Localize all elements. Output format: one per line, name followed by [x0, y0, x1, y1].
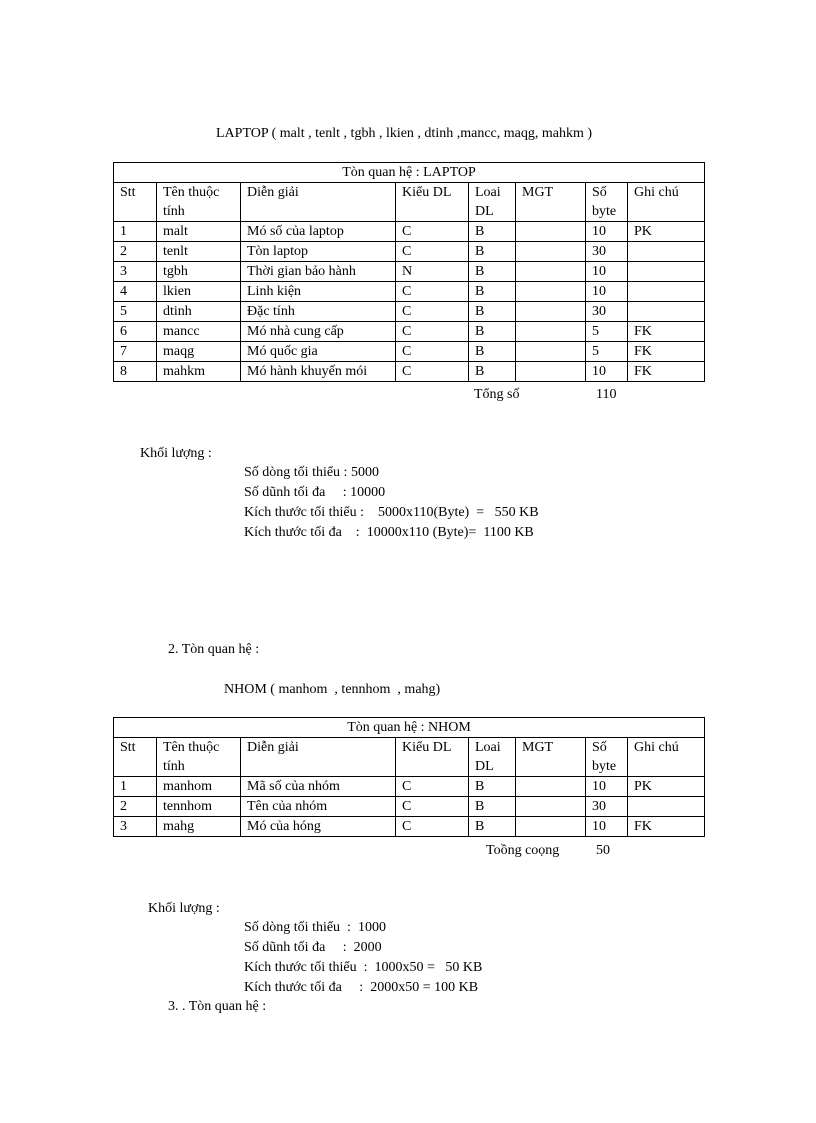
table-cell: 6 — [114, 322, 157, 342]
nhom-max-rows: Số dũnh tối đa : 2000 — [244, 940, 382, 955]
table-cell: 10 — [586, 262, 628, 282]
table-cell: 5 — [586, 342, 628, 362]
laptop-schema: LAPTOP ( malt , tenlt , tgbh , lkien , dtinh ,mancc, maqg, mahkm ) — [216, 126, 593, 141]
table-cell: 5 — [114, 302, 157, 322]
table-cell: 7 — [114, 342, 157, 362]
table-title-row — [114, 163, 705, 183]
table-cell: FK — [628, 362, 705, 382]
table-cell: lkien — [157, 282, 241, 302]
table-cell — [516, 342, 586, 362]
table-cell: Tòn laptop — [241, 242, 396, 262]
table-cell: Linh kiện — [241, 282, 396, 302]
table-cell: 10 — [586, 282, 628, 302]
table-cell: C — [396, 797, 469, 817]
header-ten-thuoc-tinh: Tên thuộc tính — [157, 738, 241, 777]
table-row — [114, 797, 705, 817]
table-row — [114, 222, 705, 242]
header-so-byte: Số byte — [586, 183, 628, 222]
table-cell: FK — [628, 342, 705, 362]
laptop-min-rows: Số dòng tối thiểu : 5000 — [244, 465, 379, 480]
table-cell: Mã số của nhóm — [241, 777, 396, 797]
table-header-row — [114, 738, 705, 777]
table-cell: 10 — [586, 362, 628, 382]
table-cell — [516, 817, 586, 837]
table-cell: 3 — [114, 817, 157, 837]
table-row — [114, 777, 705, 797]
header-dien-giai: Diễn giải — [241, 183, 396, 222]
table-cell — [516, 222, 586, 242]
header-stt: Stt — [114, 738, 157, 777]
nhom-min-rows: Số dòng tối thiểu : 1000 — [244, 920, 386, 935]
header-ghi-chu: Ghi chú — [628, 183, 705, 222]
table-cell: 8 — [114, 362, 157, 382]
header-loai-dl: Loai DL — [469, 183, 516, 222]
laptop-min-size: Kích thước tối thiểu : 5000x110(Byte) = 550 KB — [244, 505, 539, 520]
table-row — [114, 817, 705, 837]
table-cell: B — [469, 362, 516, 382]
laptop-max-size: Kích thước tối đa : 10000x110 (Byte)= 1100 KB — [244, 525, 534, 540]
table-cell: Mó của hóng — [241, 817, 396, 837]
nhom-min-size: Kích thước tối thiểu : 1000x50 = 50 KB — [244, 960, 483, 975]
table-cell: B — [469, 777, 516, 797]
table-row — [114, 242, 705, 262]
laptop-khoiluong-label: Khối lượng : — [140, 446, 212, 461]
table-cell: B — [469, 242, 516, 262]
table-cell: B — [469, 222, 516, 242]
laptop-total-label: Tổng số — [474, 387, 520, 402]
table-cell: 10 — [586, 817, 628, 837]
table-cell: N — [396, 262, 469, 282]
table-cell: C — [396, 777, 469, 797]
header-mgt: MGT — [516, 738, 586, 777]
table-cell: 3 — [114, 262, 157, 282]
table-cell — [516, 282, 586, 302]
table-cell: B — [469, 282, 516, 302]
table-cell: FK — [628, 817, 705, 837]
table-cell: B — [469, 797, 516, 817]
table-row — [114, 342, 705, 362]
table-cell — [516, 322, 586, 342]
table-cell: 30 — [586, 302, 628, 322]
header-stt: Stt — [114, 183, 157, 222]
laptop-table — [113, 162, 705, 382]
header-mgt: MGT — [516, 183, 586, 222]
table-cell — [628, 302, 705, 322]
table-cell — [628, 282, 705, 302]
table-cell: Đặc tính — [241, 302, 396, 322]
header-ghi-chu: Ghi chú — [628, 738, 705, 777]
table-header-row — [114, 183, 705, 222]
table-cell: mancc — [157, 322, 241, 342]
table-cell: B — [469, 342, 516, 362]
table-cell: dtinh — [157, 302, 241, 322]
table-cell — [628, 242, 705, 262]
table-cell: maqg — [157, 342, 241, 362]
table-cell: malt — [157, 222, 241, 242]
table-cell — [516, 242, 586, 262]
table-row — [114, 362, 705, 382]
table-cell: tenlt — [157, 242, 241, 262]
table-cell — [516, 362, 586, 382]
nhom-max-size: Kích thước tối đa : 2000x50 = 100 KB — [244, 980, 479, 995]
header-so-byte: Số byte — [586, 738, 628, 777]
table-cell: 5 — [586, 322, 628, 342]
table-cell: 10 — [586, 222, 628, 242]
table-cell: 2 — [114, 242, 157, 262]
table-cell — [628, 262, 705, 282]
header-kieu-dl: Kiểu DL — [396, 738, 469, 777]
table-cell — [516, 302, 586, 322]
table-cell: mahkm — [157, 362, 241, 382]
table-cell: C — [396, 302, 469, 322]
table-cell: Tên của nhóm — [241, 797, 396, 817]
table-cell: 1 — [114, 777, 157, 797]
table-cell: B — [469, 302, 516, 322]
table-cell: mahg — [157, 817, 241, 837]
table-row — [114, 262, 705, 282]
table-cell: 2 — [114, 797, 157, 817]
table-cell: C — [396, 817, 469, 837]
table-title: Tòn quan hệ : NHOM — [114, 718, 705, 738]
header-kieu-dl: Kiểu DL — [396, 183, 469, 222]
header-ten-thuoc-tinh: Tên thuộc tính — [157, 183, 241, 222]
table-title-row — [114, 718, 705, 738]
laptop-max-rows: Số dũnh tối đa : 10000 — [244, 485, 386, 500]
nhom-table — [113, 717, 705, 837]
table-cell: FK — [628, 322, 705, 342]
table-cell: 30 — [586, 242, 628, 262]
table-cell: B — [469, 262, 516, 282]
table-cell: C — [396, 362, 469, 382]
table-cell: manhom — [157, 777, 241, 797]
table-cell — [516, 777, 586, 797]
table-cell — [628, 797, 705, 817]
nhom-schema: NHOM ( manhom , tennhom , mahg) — [224, 682, 441, 697]
table-cell: Thời gian bảo hành — [241, 262, 396, 282]
table-cell: 1 — [114, 222, 157, 242]
table-title: Tòn quan hệ : LAPTOP — [114, 163, 705, 183]
header-dien-giai: Diễn giải — [241, 738, 396, 777]
table-cell: PK — [628, 222, 705, 242]
table-cell: B — [469, 817, 516, 837]
nhom-total-label: Toồng coọng — [486, 843, 560, 858]
table-cell: Mó hành khuyến mói — [241, 362, 396, 382]
table-cell: PK — [628, 777, 705, 797]
table-cell: Mó số của laptop — [241, 222, 396, 242]
table-cell: C — [396, 282, 469, 302]
table-cell: tgbh — [157, 262, 241, 282]
table-cell: C — [396, 242, 469, 262]
laptop-total-value: 110 — [596, 387, 617, 402]
table-cell — [516, 797, 586, 817]
table-cell: 30 — [586, 797, 628, 817]
table-cell — [516, 262, 586, 282]
table-cell: C — [396, 342, 469, 362]
nhom-khoiluong-label: Khối lượng : — [148, 901, 220, 916]
table-cell: 4 — [114, 282, 157, 302]
section-3-heading: 3. . Tòn quan hệ : — [168, 999, 267, 1014]
section-2-heading: 2. Tòn quan hệ : — [168, 642, 260, 657]
nhom-total-value: 50 — [596, 843, 610, 858]
table-cell: 10 — [586, 777, 628, 797]
table-cell: Mó quốc gia — [241, 342, 396, 362]
table-row — [114, 302, 705, 322]
table-cell: tennhom — [157, 797, 241, 817]
table-row — [114, 282, 705, 302]
header-loai-dl: Loai DL — [469, 738, 516, 777]
table-cell: C — [396, 222, 469, 242]
table-cell: Mó nhà cung cấp — [241, 322, 396, 342]
table-cell: C — [396, 322, 469, 342]
table-cell: B — [469, 322, 516, 342]
table-row — [114, 322, 705, 342]
